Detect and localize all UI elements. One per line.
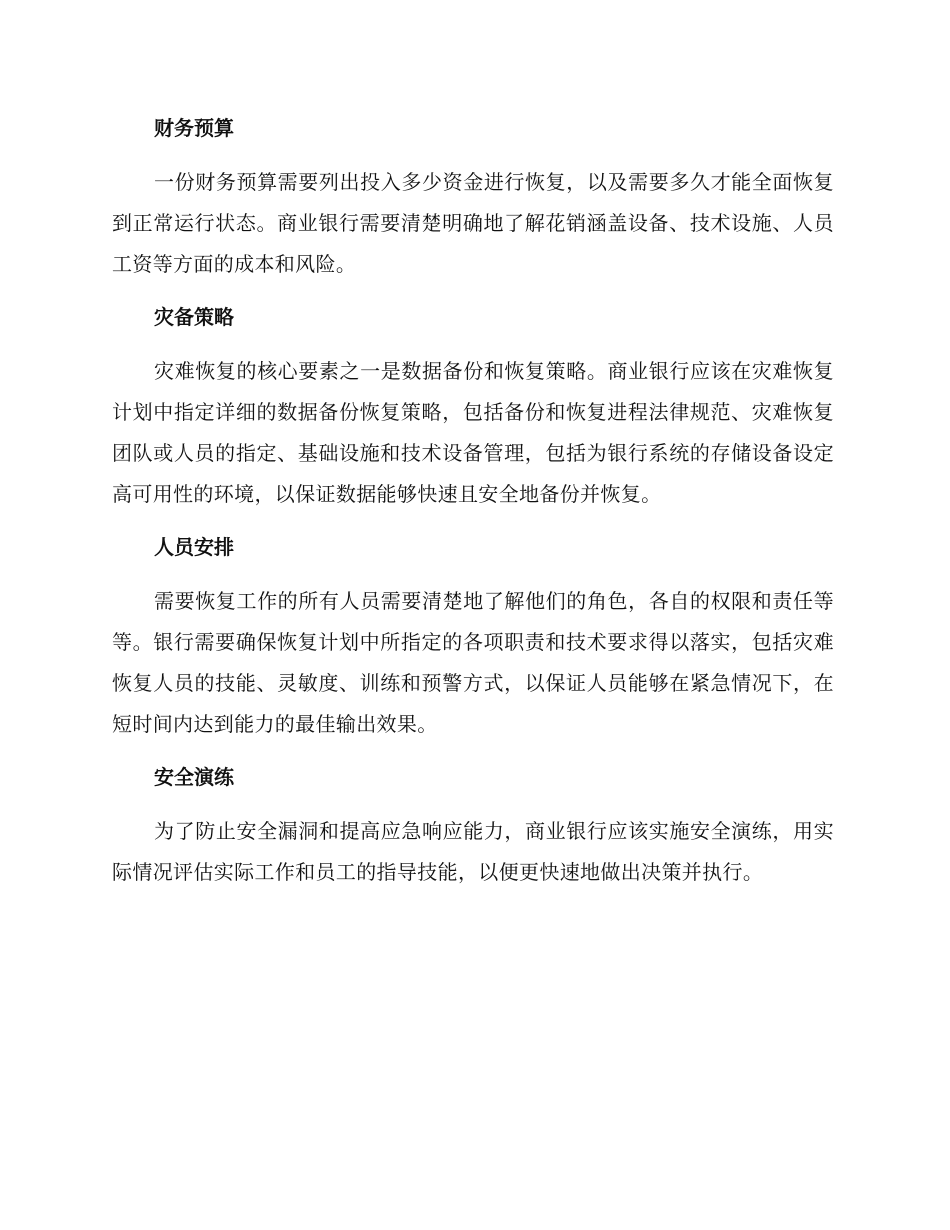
section-heading: 人员安排	[154, 535, 234, 559]
section-heading: 财务预算	[154, 116, 234, 140]
section-budget	[112, 108, 834, 297]
section-staffing	[112, 527, 834, 757]
section-paragraph: 一份财务预算需要列出投入多少资金进行恢复，以及需要多久才能全面恢复到正常运行状态。商业银行需要清楚明确地了解花销涵盖设备、技术设施、人员工资等方面的成本和风险。	[112, 170, 834, 276]
section-paragraph: 为了防止安全漏洞和提高应急响应能力，商业银行应该实施安全演练，用实际情况评估实际工作和员工的指导技能，以便更快速地做出决策并执行。	[112, 819, 834, 884]
section-paragraph: 灾难恢复的核心要素之一是数据备份和恢复策略。商业银行应该在灾难恢复计划中指定详细的数据备份恢复策略，包括备份和恢复进程法律规范、灾难恢复团队或人员的指定、基础设施和技术设备管理，包括为银行系统的存储设备设定高可用性的环境，以保证数据能够快速且安全地备份并恢复。	[112, 359, 834, 506]
section-paragraph: 需要恢复工作的所有人员需要清楚地了解他们的角色，各自的权限和责任等等。银行需要确保恢复计划中所指定的各项职责和技术要求得以落实，包括灾难恢复人员的技能、灵敏度、训练和预警方式，以保证人员能够在紧急情况下，在短时间内达到能力的最佳输出效果。	[112, 589, 834, 736]
section-heading: 安全演练	[154, 765, 234, 789]
section-security-drill	[112, 757, 834, 893]
section-disaster-strategy	[112, 297, 834, 527]
section-heading: 灾备策略	[154, 305, 234, 329]
document-content	[112, 108, 834, 893]
